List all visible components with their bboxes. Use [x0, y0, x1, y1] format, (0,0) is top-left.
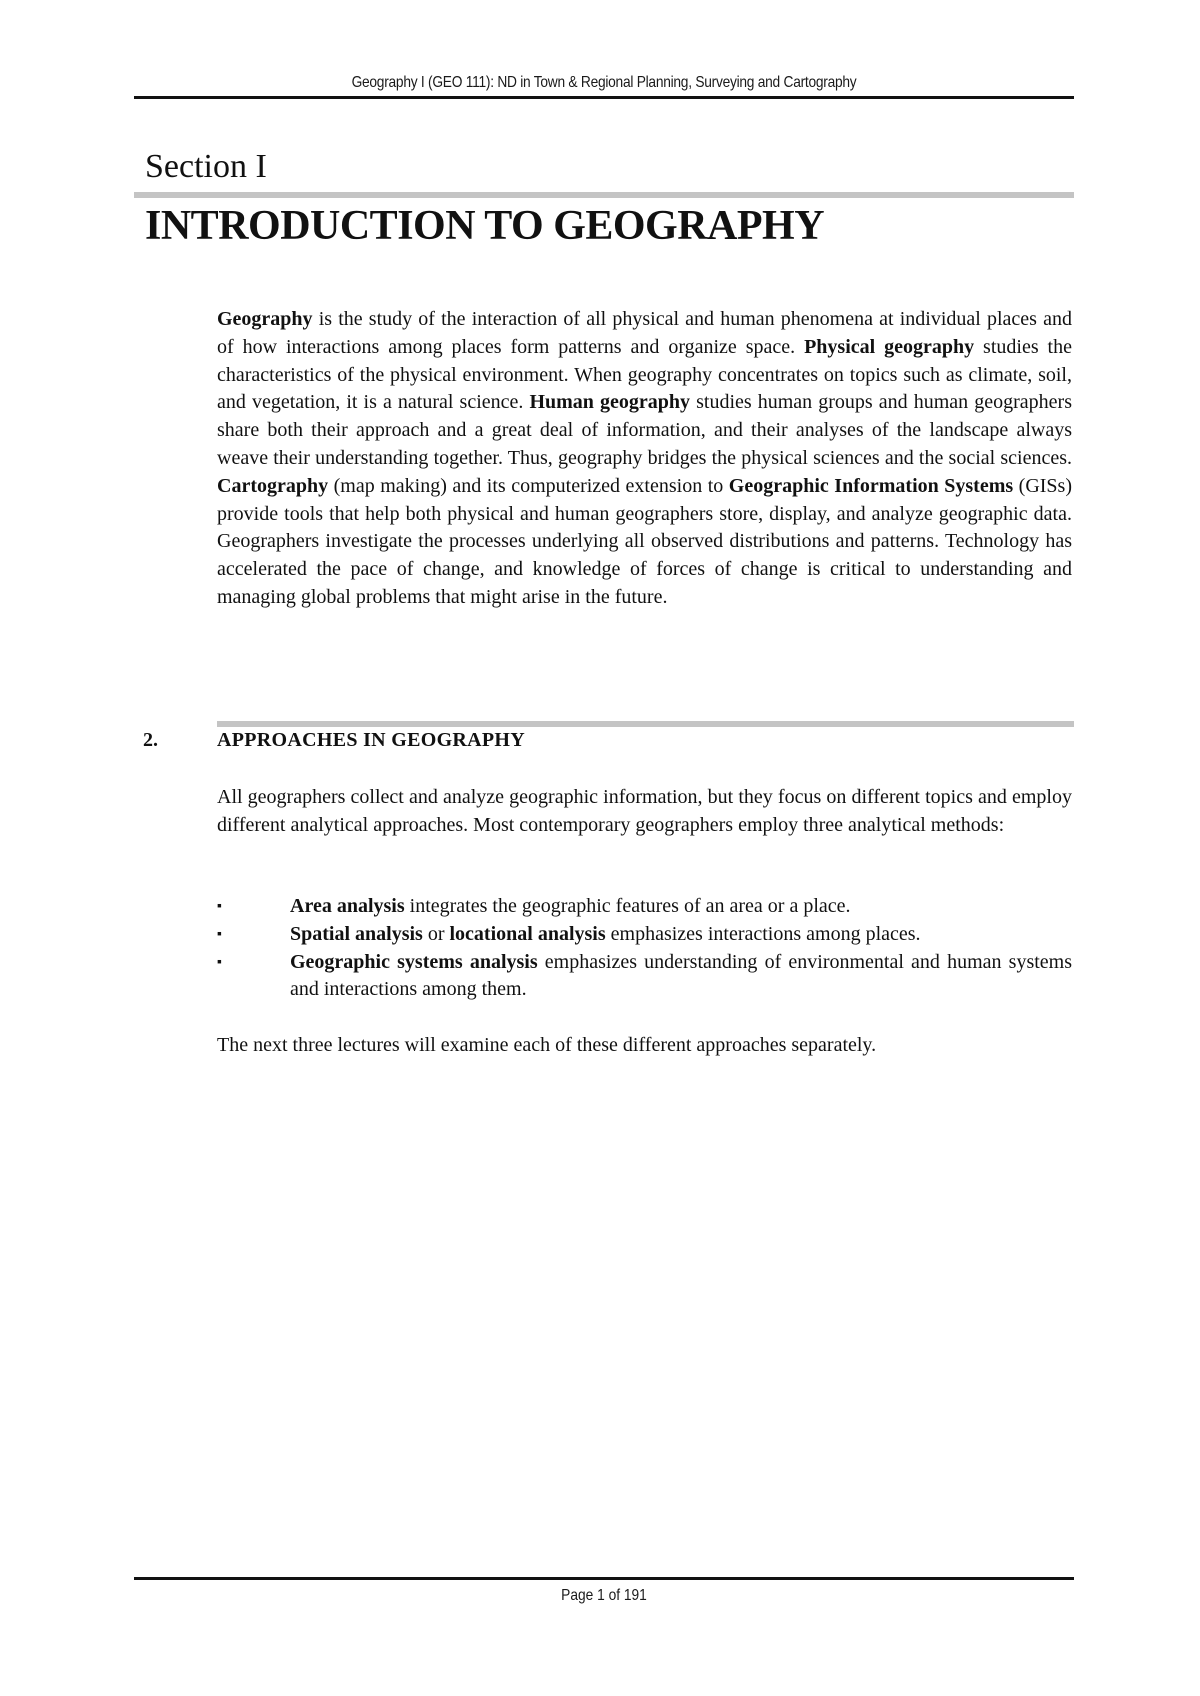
- intro-text: studies human groups and human geographers share both their approach and a great deal of information, and their analyses of the landscape always weave their understanding together. Thus, geography bridges the physical sciences and the social sciences.: [217, 391, 1072, 469]
- bullet-icon: ▪: [217, 899, 222, 914]
- list-item-text: emphasizes understanding of environmental and human systems and interactions among them.: [290, 950, 1072, 1001]
- list-item: [217, 949, 1072, 1005]
- section-label: Section I: [145, 148, 267, 185]
- subsection-heading: APPROACHES IN GEOGRAPHY: [217, 729, 526, 751]
- running-header: Geography I (GEO 111): ND in Town & Regional Planning, Surveying and Cartography: [351, 74, 857, 91]
- bullet-icon: ▪: [217, 954, 222, 970]
- intro-paragraph: [217, 306, 1072, 612]
- list-item-text: or: [422, 922, 450, 945]
- list-item: [217, 921, 1072, 949]
- intro-text: is the study of the interaction of all physical and human phenomena at individual places and of how interactions among places form patterns and organize space.: [217, 308, 1072, 358]
- closing-paragraph: The next three lectures will examine each of these different approaches separately.: [217, 1034, 877, 1056]
- term-geographic-systems-analysis: Geographic systems analysis: [290, 950, 538, 973]
- term-human-geography: Human geography: [529, 391, 691, 414]
- term-gis: Geographic Information Systems: [728, 474, 1014, 497]
- page-title: INTRODUCTION TO GEOGRAPHY: [145, 203, 825, 249]
- term-cartography: Cartography: [217, 474, 329, 497]
- term-spatial-analysis: Spatial analysis: [290, 922, 423, 945]
- term-physical-geography: Physical geography: [804, 335, 975, 358]
- intro-text: studies the characteristics of the physical environment. When geography concentrates on topics such as climate, soil, and vegetation, it is a natural science.: [217, 335, 1072, 414]
- intro-text: (GISs) provide tools that help both physical and human geographers store, display, and analyze geographic data. Geographers investigate the processes underlying all observed distributions and patterns. Technology has accelerated the pace of change, and knowledge of forces of change is critical to understanding and managing global problems that might arise in the future.: [217, 474, 1073, 608]
- list-item-text: emphasizes interactions among places.: [605, 922, 921, 945]
- methods-list: [217, 893, 1072, 1004]
- subsection-divider: [217, 721, 1074, 727]
- term-locational-analysis: locational analysis: [449, 922, 606, 945]
- section-divider: [134, 192, 1074, 198]
- list-item-text: integrates the geographic features of an area or a place.: [404, 895, 851, 917]
- intro-text: (map making) and its computerized extension to: [328, 474, 729, 497]
- bullet-icon: ▪: [217, 926, 222, 942]
- term-geography: Geography: [217, 308, 313, 330]
- approaches-paragraph: All geographers collect and analyze geographic information, but they focus on different topics and employ different analytical approaches. Most contemporary geographers employ three analytical methods:: [217, 786, 1072, 836]
- subsection-number: 2.: [143, 729, 158, 751]
- page-number: Page 1 of 191: [561, 1587, 647, 1604]
- term-area-analysis: Area analysis: [290, 895, 405, 917]
- header-rule: [134, 96, 1074, 99]
- footer-rule: [134, 1577, 1074, 1580]
- list-item: [217, 893, 1072, 921]
